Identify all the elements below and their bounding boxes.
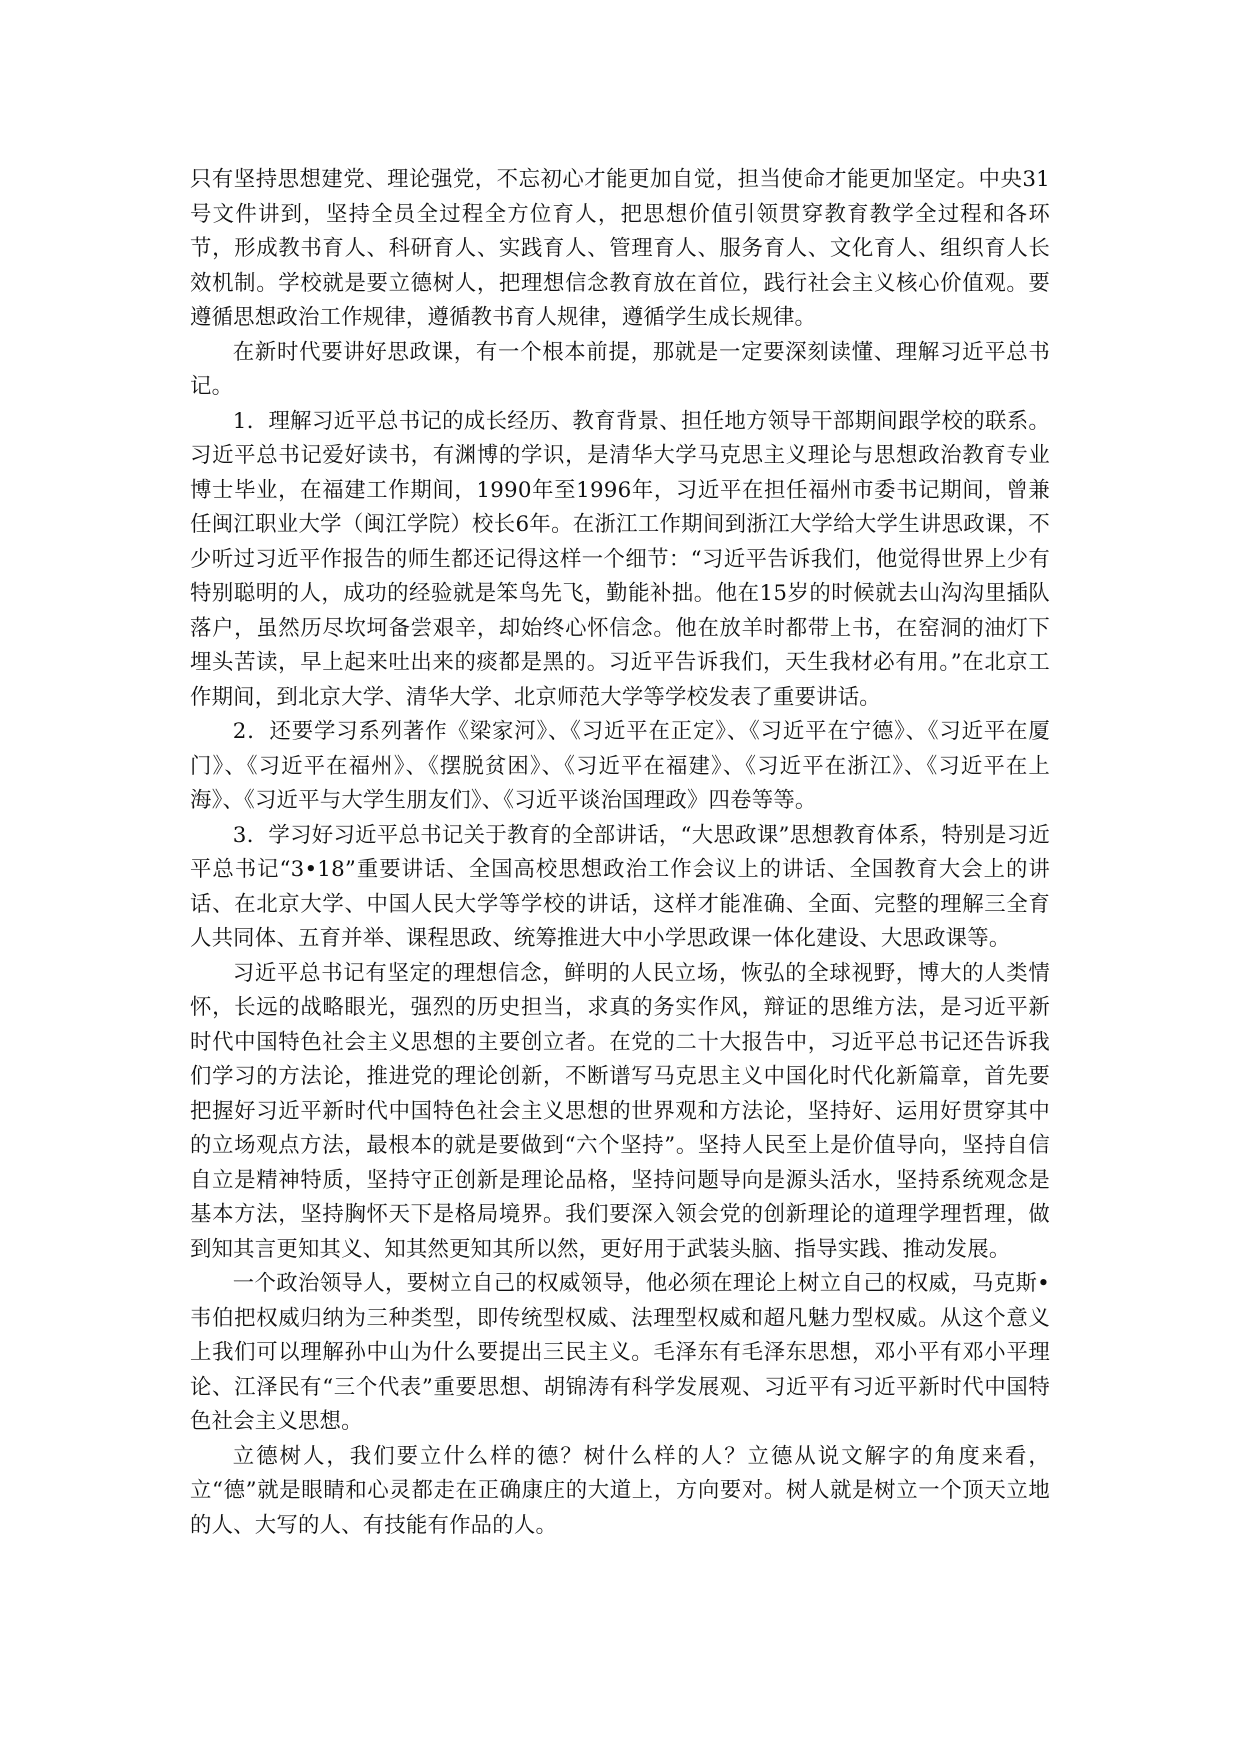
paragraph-6: 习近平总书记有坚定的理想信念，鲜明的人民立场，恢弘的全球视野，博大的人类情怀，长远的战略眼光，强烈的历史担当，求真的务实作风，辩证的思维方法，是习近平新时代中国特色社会主义思想的主要创立者。在党的二十大报告中，习近平总书记还告诉我们学习的方法论，推进党的理论创新，不断谱写马克思主义中国化时代化新篇章，首先要把握好习近平新时代中国特色社会主义思想的世界观和方法论，坚持好、运用好贯穿其中的立场观点方法，最根本的就是要做到“六个坚持”。坚持人民至上是价值导向，坚持自信自立是精神特质，坚持守正创新是理论品格，坚持问题导向是源头活水，坚持系统观念是基本方法，坚持胸怀天下是格局境界。我们要深入领会党的创新理论的道理学理哲理，做到知其言更知其义、知其然更知其所以然，更好用于武装头脑、指导实践、推动发展。 [190, 960, 1050, 1262]
paragraph-2: 在新时代要讲好思政课，有一个根本前提，那就是一定要深刻读懂、理解习近平总书记。 [190, 339, 1050, 399]
paragraph-1: 只有坚持思想建党、理论强党，不忘初心才能更加自觉，担当使命才能更加坚定。中央31号文件讲到，坚持全员全过程全方位育人，把思想价值引领贯穿教育教学全过程和各环节，形成教书育人、科研育人、实践育人、管理育人、服务育人、文化育人、组织育人长效机制。学校就是要立德树人，把理想信念教育放在首位，践行社会主义核心价值观。要遵循思想政治工作规律，遵循教书育人规律，遵循学生成长规律。 [190, 167, 1050, 330]
paragraph-3: 1．理解习近平总书记的成长经历、教育背景、担任地方领导干部期间跟学校的联系。习近平总书记爱好读书，有渊博的学识，是清华大学马克思主义理论与思想政治教育专业博士毕业，在福建工作期间，1990年至1996年，习近平在担任福州市委书记期间，曾兼任闽江职业大学（闽江学院）校长6年。在浙江工作期间到浙江大学给大学生讲思政课，不少听过习近平作报告的师生都还记得这样一个细节：“习近平告诉我们，他觉得世界上少有特别聪明的人，成功的经验就是笨鸟先飞，勤能补拙。他在15岁的时候就去山沟沟里插队落户，虽然历尽坎坷备尝艰辛，却始终心怀信念。他在放羊时都带上书，在窑洞的油灯下埋头苦读，早上起来吐出来的痰都是黑的。习近平告诉我们，天生我材必有用。”在北京工作期间，到北京大学、清华大学、北京师范大学等学校发表了重要讲话。 [190, 408, 1050, 710]
paragraph-7: 一个政治领导人，要树立自己的权威领导，他必须在理论上树立自己的权威，马克斯•韦伯把权威归纳为三种类型，即传统型权威、法理型权威和超凡魅力型权威。从这个意义上我们可以理解孙中山为什么要提出三民主义。毛泽东有毛泽东思想，邓小平有邓小平理论、江泽民有“三个代表”重要思想、胡锦涛有科学发展观、习近平有习近平新时代中国特色社会主义思想。 [190, 1271, 1050, 1434]
paragraph-8: 立德树人，我们要立什么样的德？树什么样的人？立德从说文解字的角度来看，立“德”就是眼睛和心灵都走在正确康庄的大道上，方向要对。树人就是树立一个顶天立地的人、大写的人、有技能有作品的人。 [190, 1443, 1050, 1538]
paragraph-4: 2．还要学习系列著作《梁家河》、《习近平在正定》、《习近平在宁德》、《习近平在厦门》、《习近平在福州》、《摆脱贫困》、《习近平在福建》、《习近平在浙江》、《习近平在上海》、《习近平与大学生朋友们》、《习近平谈治国理政》四卷等等。 [190, 719, 1050, 813]
document-body [190, 163, 1050, 1543]
paragraph-5: 3．学习好习近平总书记关于教育的全部讲话，“大思政课”思想教育体系，特别是习近平总书记“3•18”重要讲话、全国高校思想政治工作会议上的讲话、全国教育大会上的讲话、在北京大学、中国人民大学等学校的讲话，这样才能准确、全面、完整的理解三全育人共同体、五育并举、课程思政、统筹推进大中小学思政课一体化建设、大思政课等。 [190, 822, 1050, 951]
